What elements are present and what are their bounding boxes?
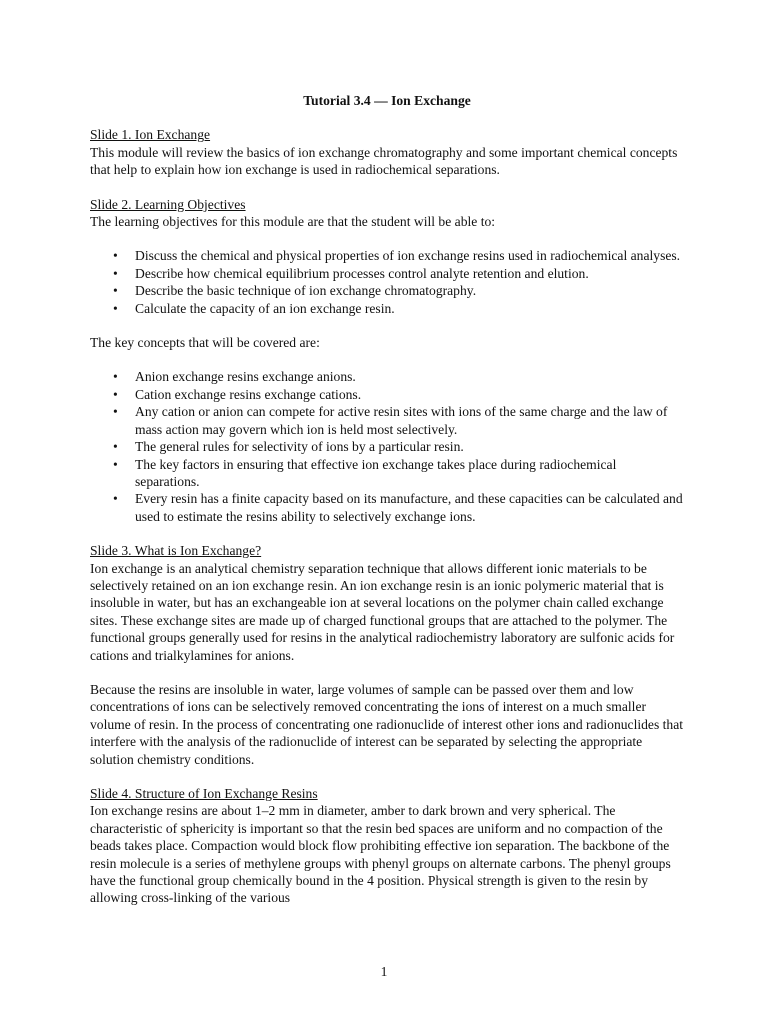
list-item: • The general rules for selectivity of ions by a particular resin. [135,438,684,455]
list-item: • Describe how chemical equilibrium processes control analyte retention and elution. [135,265,684,282]
concepts-intro: The key concepts that will be covered are: [90,335,320,351]
concepts-list [90,368,684,525]
list-item: • Any cation or anion can compete for active resin sites with ions of the same charge and the law of mass action may govern which ion is held most selectively. [135,403,684,438]
document-title: Tutorial 3.4 — Ion Exchange [303,93,471,108]
list-item: • Every resin has a finite capacity based on its manufacture, and these capacities can be calculated and used to estimate the resins ability to selectively exchange ions. [135,490,684,525]
slide3-section [90,542,684,664]
slide3-paragraph-1: Ion exchange is an analytical chemistry separation technique that allows different ionic materials to be selectively retained on an ion exchange resin. An ion exchange resin is an ionic polymeric material that is insoluble in water, but has an exchangeable ion at several locations on the polymer chain called exchange sites. These exchange sites are made up of charged functional groups that are attached to the polymer. The functional groups generally used for resins in the analytical radiochemistry laboratory are sulfonic acids for cations and trialkylamines for anions. [90,560,675,663]
page-number: 1 [380,964,388,979]
slide2-intro: The learning objectives for this module are that the student will be able to: [90,214,496,230]
slide3-heading: Slide 3. What is Ion Exchange? [90,543,262,559]
list-item: • Discuss the chemical and physical properties of ion exchange resins used in radiochemical analyses. [135,247,684,264]
slide1-heading: Slide 1. Ion Exchange [90,127,211,143]
list-item: • Cation exchange resins exchange cations. [135,386,684,403]
slide4-section [90,785,684,907]
slide1-section [90,126,684,178]
objectives-list [90,247,684,317]
list-item: • Describe the basic technique of ion exchange chromatography. [135,282,684,299]
list-item: • The key factors in ensuring that effective ion exchange takes place during radiochemical separations. [135,456,684,491]
slide4-heading: Slide 4. Structure of Ion Exchange Resins [90,786,318,801]
list-item: • Anion exchange resins exchange anions. [135,368,684,385]
slide3-paragraph-2: Because the resins are insoluble in water, large volumes of sample can be passed over them and low concentrations of ions can be selectively removed concentrating the ions of interest on a much smaller volume of resin. In the process of concentrating one radionuclide of interest other ions and radionuclides that interfere with the analysis of the radionuclide of interest can be separated by selecting the appropriate solution chemistry conditions. [90,681,684,767]
slide2-section [90,196,684,231]
slide2-heading: Slide 2. Learning Objectives [90,196,246,212]
slide1-text: This module will review the basics of ion exchange chromatography and some important chemical concepts that help to explain how ion exchange is used in radiochemical separations. [90,144,678,178]
document-page [90,92,684,924]
list-item: • Calculate the capacity of an ion exchange resin. [135,300,684,317]
slide4-text: Ion exchange resins are about 1–2 mm in diameter, amber to dark brown and very spherical. The characteristic of sphericity is important so that the resin bed spaces are uniform and no compaction of the beads takes place. Compaction would block flow prohibiting effective ion separation. The backbone of the resin molecule is a series of methylene groups with phenyl groups on alternate carbons. The phenyl groups have the functional group chemically bound in the 4 position. Physical strength is given to the resin by allowing cross-linking of the various [90,803,671,906]
